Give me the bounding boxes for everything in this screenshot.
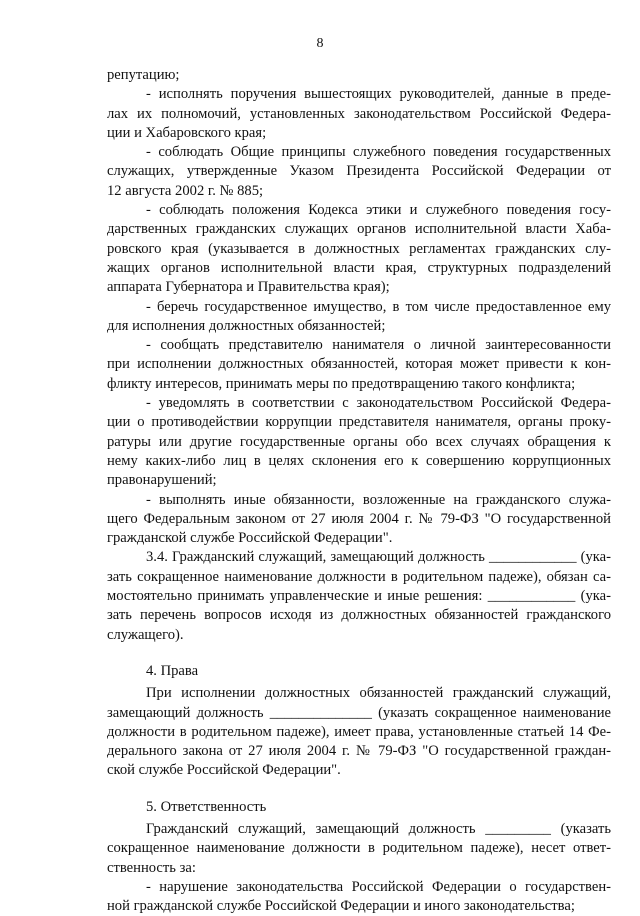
text-line: служащих, утвержденные Указом Президента Российской Федерации от bbox=[107, 163, 611, 180]
text-line: щего Федеральным законом от 27 июля 2004 г. № 79-ФЗ "О государственной bbox=[107, 510, 611, 527]
text-line: - сообщать представителю нанимателя о личной заинтересованности bbox=[146, 337, 611, 354]
document-body bbox=[107, 66, 611, 916]
text-line: - соблюдать положения Кодекса этики и служебного поведения госу- bbox=[146, 202, 611, 219]
section-heading-rights: 4. Права bbox=[146, 662, 199, 679]
page-number: 8 bbox=[316, 36, 324, 51]
paragraph-responsibility-intro bbox=[107, 820, 611, 878]
text-line: - уведомлять в соответствии с законодательством Российской Федера- bbox=[146, 395, 611, 412]
text-line: при исполнении должностных обязанностей, которая может привести к кон- bbox=[107, 356, 611, 373]
text-line: 12 августа 2002 г. № 885; bbox=[107, 182, 264, 199]
text-line: дерального закона от 27 июля 2004 г. № 79-ФЗ "О государственной граждан- bbox=[107, 743, 611, 760]
text-line: ции о противодействии коррупции представителя нанимателя, органы проку- bbox=[107, 414, 611, 431]
section-heading-responsibility: 5. Ответственность bbox=[146, 798, 267, 815]
text-line: репутацию; bbox=[107, 67, 180, 83]
text-line: лах их полномочий, установленных законодательством Российской Федера- bbox=[107, 105, 611, 122]
paragraph-conflict-of-interest bbox=[107, 336, 611, 394]
text-line: фликту интересов, принимать меры по предотвращению такого конфликта; bbox=[107, 375, 576, 392]
text-line: сокращенное наименование должности в родительном падеже), несет ответ- bbox=[107, 840, 611, 857]
text-line: - беречь государственное имущество, в том числе предоставленное ему bbox=[146, 298, 611, 315]
paragraph-principles bbox=[107, 143, 611, 201]
text-line: мостоятельно принимать управленческие и иные решения: ____________ (ука- bbox=[107, 588, 611, 605]
text-line: нему каких-либо лиц в целях склонения его к совершению коррупционных bbox=[107, 452, 611, 469]
text-line: Гражданский служащий, замещающий должность _________ (указать bbox=[146, 820, 611, 837]
paragraph-3-4 bbox=[107, 548, 611, 644]
text-line: ровского края (указывается в должностных регламентах гражданских слу- bbox=[107, 240, 611, 257]
paragraph-corruption-notice bbox=[107, 394, 611, 490]
text-line: ратуры или другие государственные органы обо всех случаях обращения к bbox=[107, 433, 611, 450]
text-line: должности в родительном падеже), имеет права, установленные статьей 14 Фе- bbox=[107, 723, 611, 740]
text-line: аппарата Губернатора и Правительства края); bbox=[107, 279, 390, 296]
text-line: - нарушение законодательства Российской Федерации о государствен- bbox=[146, 878, 611, 895]
text-line: ной гражданской службе Российской Федерации и иного законодательства; bbox=[107, 898, 575, 915]
text-line: жащих органов исполнительной власти края, структурных подразделений bbox=[107, 259, 611, 276]
text-line: дарственных гражданских служащих органов исполнительной власти Хаба- bbox=[107, 221, 611, 238]
text-line: для исполнения должностных обязанностей; bbox=[107, 317, 386, 334]
text-line: - исполнять поручения вышестоящих руководителей, данные в преде- bbox=[146, 86, 611, 103]
text-line: 3.4. Гражданский служащий, замещающий должность ____________ (ука- bbox=[146, 549, 611, 566]
paragraph-other-duties bbox=[107, 491, 611, 549]
paragraph-ethics-code bbox=[107, 201, 611, 297]
paragraph-responsibility-item bbox=[107, 878, 611, 916]
text-line: - выполнять иные обязанности, возложенные на гражданского служа- bbox=[146, 491, 611, 508]
text-line: ской службе Российской Федерации". bbox=[107, 762, 341, 779]
text-line: При исполнении должностных обязанностей гражданский служащий, bbox=[146, 685, 611, 702]
text-line: правонарушений; bbox=[107, 472, 217, 489]
paragraph-orders bbox=[107, 85, 611, 143]
text-line: зать перечень вопросов исходя из должностных обязанностей гражданского bbox=[107, 607, 611, 624]
text-line: гражданской службе Российской Федерации". bbox=[107, 530, 393, 547]
text-line: замещающий должность ______________ (указать сокращенное наименование bbox=[107, 704, 611, 721]
text-line: ственность за: bbox=[107, 859, 196, 876]
text-line: - соблюдать Общие принципы служебного поведения государственных bbox=[146, 144, 611, 161]
text-line: зать сокращенное наименование должности в родительном падеже), обязан са- bbox=[107, 568, 611, 585]
paragraph-property bbox=[107, 298, 611, 337]
text-line: служащего). bbox=[107, 626, 184, 643]
paragraph-rights bbox=[107, 684, 611, 780]
text-line: ции и Хабаровского края; bbox=[107, 124, 267, 141]
paragraph-reputation bbox=[107, 66, 611, 85]
